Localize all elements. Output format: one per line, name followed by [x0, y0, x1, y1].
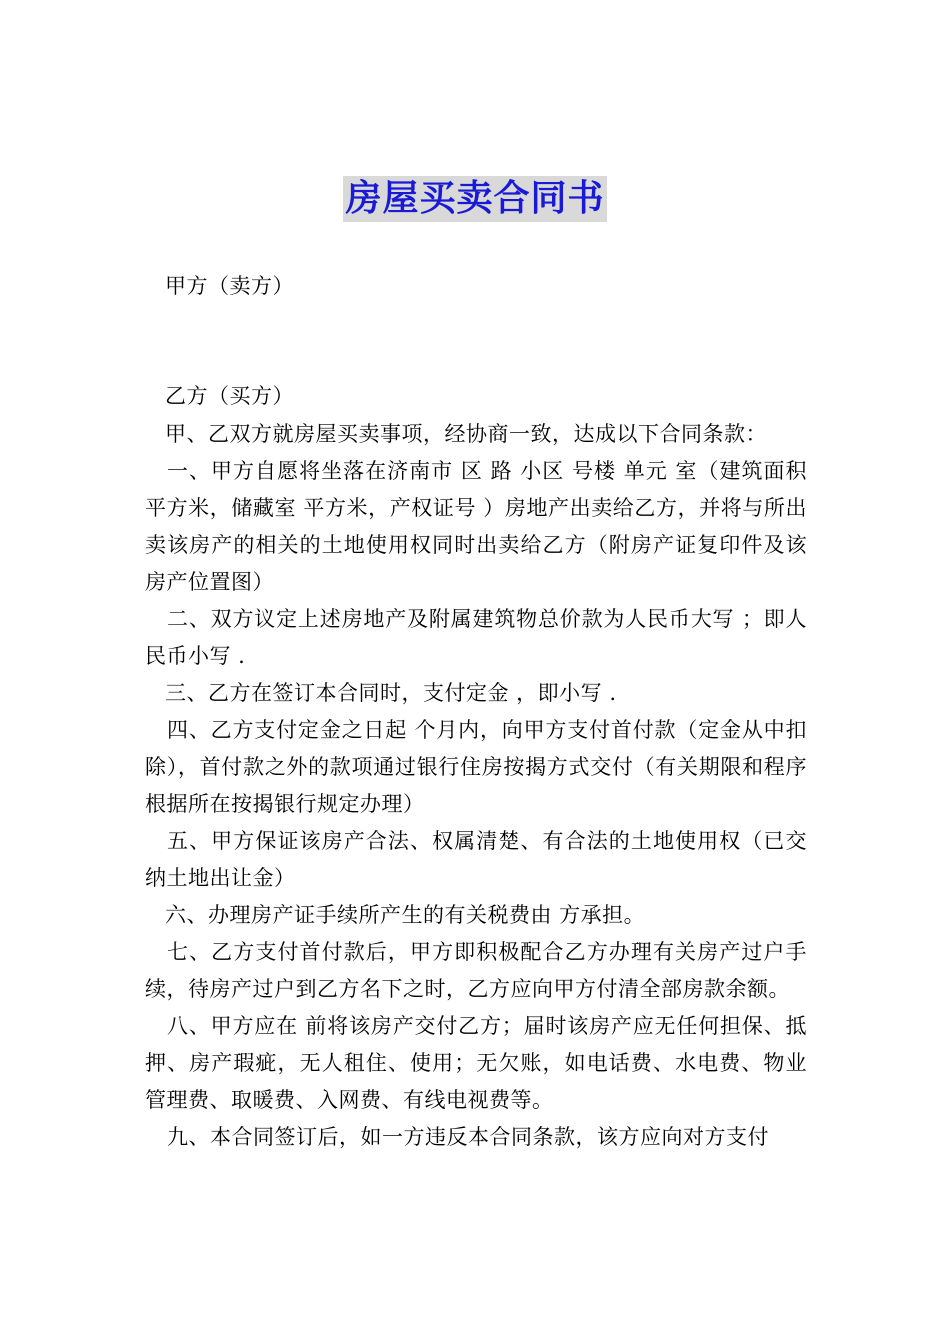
contract-body: [145, 416, 807, 1156]
clause-8: 八、甲方应在 前将该房产交付乙方；届时该房产应无任何担保、抵押、房产瑕疵，无人租住、使用；无欠账，如电话费、水电费、物业管理费、取暖费、入网费、有线电视费等。: [145, 1014, 807, 1112]
clause-7: 七、乙方支付首付款后，甲方即积极配合乙方办理有关房产过户手续，待房产过户到乙方名下之时，乙方应向甲方付清全部房款余额。: [145, 940, 807, 1001]
document-title: 房屋买卖合同书: [343, 176, 606, 222]
clause-1: 一、甲方自愿将坐落在济南市 区 路 小区 号楼 单元 室（建筑面积 平方米，储藏室 平方米，产权证号 ）房地产出卖给乙方，并将与所出卖该房产的相关的土地使用权同时出卖给乙方（附房产证复印件及该房产位置图）: [145, 459, 807, 594]
clause-2: 二、双方议定上述房地产及附属建筑物总价款为人民币大写 ；即人民币小写 .: [145, 607, 807, 668]
contract-intro: 甲、乙双方就房屋买卖事项，经协商一致，达成以下合同条款：: [165, 422, 767, 446]
party-a-label: 甲方（卖方）: [165, 274, 294, 298]
clause-3: 三、乙方在签订本合同时，支付定金 ，即小写 .: [165, 681, 617, 705]
clause-9: 九、本合同签订后，如一方违反本合同条款，该方应向对方支付: [167, 1125, 769, 1149]
title-container: [0, 176, 950, 222]
clause-4: 四、乙方支付定金之日起 个月内，向甲方支付首付款（定金从中扣除），首付款之外的款项通过银行住房按揭方式交付（有关期限和程序根据所在按揭银行规定办理）: [145, 718, 807, 816]
party-b-label: 乙方（买方）: [165, 384, 294, 408]
clause-5: 五、甲方保证该房产合法、权属清楚、有合法的土地使用权（已交纳土地出让金）: [145, 829, 807, 890]
clause-6: 六、办理房产证手续所产生的有关税费由 方承担。: [165, 903, 646, 927]
